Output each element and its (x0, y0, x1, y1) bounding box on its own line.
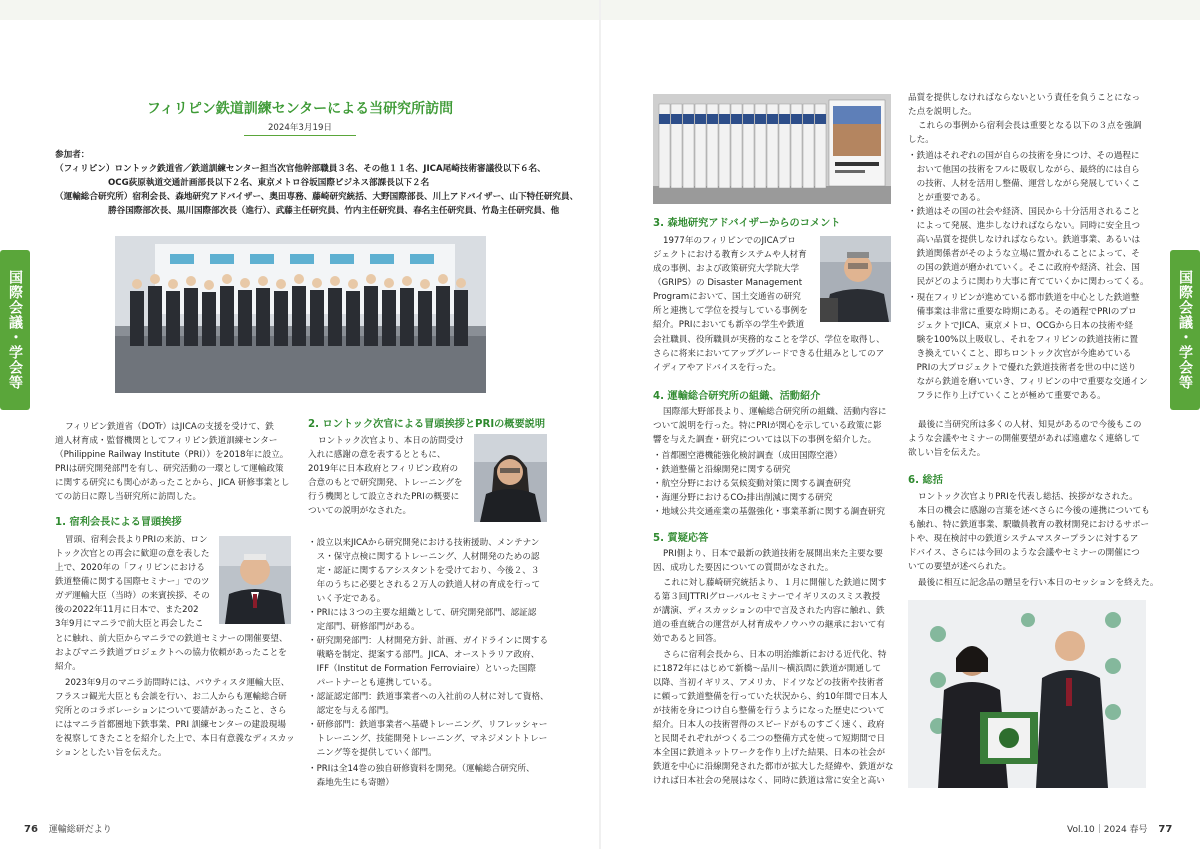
text-line: に関する研究にも関心があったことから、JICA 研修事業とし (55, 478, 290, 488)
text-line: さらに宿利会長から、日本の明治維新における近代化、特 (663, 650, 887, 660)
text-line: ての訪日に際し当研究所に訪問した。 (55, 492, 202, 502)
text-line: ・鉄道はそれぞれの国が自らの技術を身につけ、その過程に (908, 151, 1140, 161)
text-line: 1977年のフィリピンでのJICAプロ (663, 236, 796, 246)
text-line: ・現在フィリピンが進めている都市鉄道を中心とした鉄道整 (908, 293, 1140, 303)
text-line: PRI側より、日本で最新の鉄道技術を展開出来た主要な要 (663, 549, 883, 559)
text-line: ・PRIには３つの主要な組織として、研究開発部門、認証認 (308, 608, 537, 618)
text-line: 成の事例、および政策研究大学院大学 (653, 264, 800, 274)
text-line: が技術を身につけ自ら整備を行うようになった歴史について (653, 706, 885, 716)
chairman-photo (219, 536, 291, 624)
text-line: に頼って鉄道整備を行っていた状況から、約10年間で日本人 (653, 692, 888, 702)
text-line: ながら鉄道を磨いていき、フィリピンの中で重要な交通イン (908, 377, 1148, 387)
text-line: ガデ運輸大臣（当時）の来賓挨拶、その (55, 591, 210, 601)
text-line: を視察してきたことを紹介した上で、本日有意義なディスカッ (55, 734, 295, 744)
text-line: ければ日本社会の発展はなく、同時に鉄道は常に安全と高い (653, 776, 885, 786)
text-line: 年のうちに必要とされる２万人の鉄道人材の育成を行って (308, 580, 541, 590)
section-heading-4: 4. 運輸総合研究所の組織、活動紹介 (653, 391, 821, 402)
text-line: 2023年9月のマニラ訪問時には、バウティスタ運輸大臣、 (65, 678, 290, 688)
text-line: 定部門、研修部門がある。 (308, 622, 420, 632)
participants-line: （運輸総合研究所）宿利会長、森地研究アドバイザー、奥田専務、藤崎研究統括、大野国際部長、川上アドバイザー、山下特任研究員、 (55, 192, 579, 202)
text-line: ロントック次官よりPRIを代表し総括、挨拶がなされた。 (918, 492, 1138, 502)
text-line: た点を説明した。 (908, 107, 977, 117)
text-line: パートナーとも連携している。 (308, 678, 437, 688)
text-line: トック次官との再会に歓迎の意を表した (55, 549, 210, 559)
text-line: 所と連携して学位を授与している事例を (653, 306, 808, 316)
gift-exchange-photo (908, 600, 1146, 788)
side-tab-right: 国際会議・学会等 (1170, 250, 1200, 410)
text-line: ・研修部門：鉄道事業者へ基礎トレーニング、リフレッシャー (308, 720, 548, 730)
text-line: 戦略を制定、提案する部門。JICA、オーストラリア政府、 (308, 650, 540, 660)
text-line: さらに将来においてアップグレードできる仕組みとしてのア (653, 349, 885, 359)
text-line: 会社職員、役所職員が実務的なことを学び、学位を取得し、 (653, 335, 885, 345)
text-line: 効であると回答。 (653, 634, 722, 644)
text-line: 2019年に日本政府とフィリピン政府の (308, 464, 459, 474)
publication-name: 運輸総研だより (48, 825, 112, 835)
text-line: IFF（Institut de Formation Ferroviaire）といった国際 (308, 664, 536, 674)
text-line: 備事業は非常に重要な時期にある。その過程でPRIのプロ (908, 307, 1137, 317)
text-line: PRIの大プロジェクトで優れた鉄道技術者を世の中に送り (908, 363, 1137, 373)
text-line: ションとしたい旨を伝えた。 (55, 748, 167, 758)
text-line: トレーニング、技能開発トレーニング、マネジメントトレー (308, 734, 548, 744)
text-line: 験を100%以上吸収し、それをフィリピンの鉄道技術に置 (908, 335, 1139, 345)
side-tab-left: 国際会議・学会等 (0, 250, 30, 410)
text-line: ・航空分野における気候変動対策に関する調査研究 (653, 479, 851, 489)
text-line: トや、現在検討中の鉄道システムマスタープランに対するア (908, 534, 1139, 544)
text-line: 冒頭、宿利会長よりPRIの来訪、ロン (65, 535, 208, 545)
text-line: 品質を提供しなければならないという責任を負うことになっ (908, 93, 1141, 103)
participants-line: 勝谷国際部次長、黒川国際部次長（進行）、武藤主任研究員、竹内主任研究員、春名主任研究員、竹島主任研究員、他 (108, 206, 560, 216)
text-line: ジェクトでJICA、東京メトロ、OCGから日本の技術や経 (908, 321, 1133, 331)
section-heading-1: 1. 宿利会長による冒頭挨拶 (55, 517, 182, 528)
text-line: これらの事例から宿利会長は重要となる以下の３点を強調 (918, 121, 1142, 131)
text-line: ・地域公共交通産業の基盤強化・事業革新に関する調査研究 (653, 507, 886, 517)
text-line: おいて他国の技術をフルに吸収しながら、最終的には自ら (908, 165, 1140, 175)
text-line: 民がどのように関わり大事に育てていくかに関わってくる。 (908, 277, 1149, 287)
text-line: 国際部大野部長より、運輸総合研究所の組織、活動内容に (663, 407, 887, 417)
text-line: （Philippine Railway Institute（PRI））を2018年に設立。 (55, 450, 289, 460)
text-line: 紹介。 (55, 662, 81, 672)
group-photo (115, 236, 486, 393)
text-line: Programにおいて、国土交通省の研究 (653, 292, 801, 302)
text-line: 森地先生にも寄贈） (308, 778, 394, 788)
text-line: 鉄道を中心に沿線開発された都市が拡大した経緯や、鉄道がな (653, 762, 894, 772)
text-line: ニング等を提供していく部門。 (308, 748, 437, 758)
text-line: き換えていくこと、即ちロントック次官が今進めている (908, 349, 1132, 359)
training-materials-photo (653, 94, 891, 204)
text-line: 最後に当研究所は多くの人材、知見があるので今後もこの (918, 420, 1142, 430)
text-line: ・鉄道整備と沿線開発に関する研究 (653, 465, 791, 475)
participants-line: OCG荻原執道交通計画部長以下２名、東京メトロ谷坂国際ビジネス部課長以下２名 (108, 178, 430, 188)
text-line: ロントック次官より、本日の訪問受け (318, 436, 464, 446)
text-line: これに対し藤崎研究統括より、１月に開催した鉄道に関す (663, 578, 887, 588)
text-line: 道の垂直統合の運営が人材育成やノウハウの継承において有 (653, 620, 886, 630)
text-line: る第３回JTTRIグローバルセミナーでイギリスのスミス教授 (653, 592, 881, 602)
text-line: ス・保守点検に関するトレーニング、人材開発のための認 (308, 552, 540, 562)
text-line: の国の鉄道が磨かれていく。そこに政府や経済、社会、国 (908, 263, 1140, 273)
text-line: 道人材育成・監督機関としてフィリピン鉄道訓練センター (55, 436, 278, 446)
text-line: 3年9月にマニラで前大臣と再会したこ (55, 619, 204, 629)
text-line: ・認証認定部門：鉄道事業者への入社前の人材に対して資格、 (308, 692, 549, 702)
text-line: ・PRIは全14巻の独自研修資料を開発。（運輸総合研究所、 (308, 764, 535, 774)
text-line: ような会議やセミナーの開催要望があれば遠慮なく連絡して (908, 434, 1141, 444)
participants-line: （フィリピン）ロントック鉄道省／鉄道訓練センター担当次官他幹部職員３名、その他１１名、JICA尾崎技術審議役以下６名、 (55, 164, 546, 174)
text-line: 本全国に鉄道ネットワークを作り上げた結果、日本の社会が (653, 748, 886, 758)
text-line: フィリピン鉄道省（DOTr）はJICAの支援を受けて、鉄 (65, 422, 274, 432)
footer-left (24, 822, 112, 835)
text-line: 本日の機会に感謝の言葉を述べさらに今後の連携についても (918, 506, 1150, 516)
text-line: 行う機関として設立されたPRIの概要に (308, 492, 460, 502)
text-line: 後の2022年11月に日本で、また202 (55, 605, 199, 615)
text-line: ・研究開発部門：人材開発方針、計画、ガイドラインに関する (308, 636, 549, 646)
text-line: ・首都圏空港機能強化検討調査（成田国際空港） (653, 451, 843, 461)
text-line: 定・認証に関するアシスタントを受けており、今後２、３ (308, 566, 540, 576)
article-date: 2024年3月19日 (244, 121, 356, 136)
text-line: と民間それぞれがつくる二つの整備方式を使って短期間で日 (653, 734, 886, 744)
text-line: 鉄道整備に関する国際セミナー」でのツ (55, 577, 210, 587)
article-title: フィリピン鉄道訓練センターによる当研究所訪問 (146, 101, 454, 117)
footer-right (1067, 822, 1172, 835)
text-line: いく予定である。 (308, 594, 386, 604)
text-line: が講演、ディスカッションの中で言及された内容に触れ、鉄 (653, 606, 885, 616)
section-heading-3: 3. 森地研究アドバイザーからのコメント (653, 218, 841, 229)
text-line: 認定を与える部門。 (308, 706, 394, 716)
text-line: の技術、人材を活用し整備、運営しながら発展していくこ (908, 179, 1141, 189)
text-line: PRIは研究開発部門を有し、研究活動の一環として運輸政策 (55, 464, 284, 474)
text-line: に1872年にはじめて新橋～品川～横浜間に鉄道が開通して (653, 664, 882, 674)
participants-label: 参加者： (55, 150, 90, 160)
page-spine (599, 0, 601, 849)
text-line: とに触れ、前大臣からマニラでの鉄道セミナーの開催要望、 (55, 634, 288, 644)
research-advisor-photo (820, 236, 891, 322)
text-line: ドバイス、さらには今回のような会議やセミナーの開催につ (908, 548, 1140, 558)
undersecretary-photo (474, 434, 547, 522)
text-line: によって発展、進歩しなければならない。同時に安全且つ (908, 221, 1141, 231)
text-line: ・海運分野におけるCO₂排出削減に関する研究 (653, 493, 833, 503)
text-line: 入れに感謝の意を表するとともに、 (308, 450, 446, 460)
text-line: イディアやアドバイスを行った。 (653, 363, 781, 373)
text-line: 高い品質を提供しなければならない。鉄道事業、あるいは (908, 235, 1141, 245)
text-line: 鉄道関係者がそのような立場に置かれることによって、そ (908, 249, 1140, 259)
text-line: 合意のもとで研究開発、トレーニングを (308, 478, 463, 488)
text-line: 紹介。日本人の技術習得のスピードがものすごく速く、政府 (653, 720, 885, 730)
text-line: とが重要である。 (908, 193, 986, 203)
text-line: ・設立以来JICAから研究開発における技術援助、メンテナン (308, 538, 540, 548)
section-heading-2: 2. ロントック次官による冒頭挨拶とPRIの概要説明 (308, 419, 546, 430)
text-line: 最後に相互に記念品の贈呈を行い本日のセッションを終えた。 (918, 578, 1159, 588)
text-line: ジェクトにおける教育システムや人材育 (653, 250, 807, 260)
volume-issue: Vol.10｜2024 春号 (1067, 825, 1148, 835)
section-heading-5: 5. 質疑応答 (653, 533, 709, 544)
text-line: にはマニラ首都圏地下鉄事業、PRI 訓練センターの建設現場 (55, 720, 286, 730)
text-line: ついて説明を行った。特にPRIが関心を示している政策に影 (653, 421, 882, 431)
text-line: 因、成功した要因についての質問がなされた。 (653, 563, 834, 573)
text-line: 究所とのコラボレーションについて要請があったこと、さら (55, 706, 287, 716)
text-line: （GRIPS）の Disaster Management (653, 278, 803, 288)
text-line: 響を与えた調査・研究については以下の事例を紹介した。 (653, 435, 877, 445)
text-line: いての要望が述べられた。 (908, 562, 1012, 572)
text-line: ・鉄道はその国の社会や経済、国民から十分活用されること (908, 207, 1141, 217)
text-line: した。 (908, 135, 934, 145)
text-line: も触れ、特に鉄道事業、駅職員教育の教材開発におけるサポー (908, 520, 1150, 530)
page-number-right: 77 (1158, 824, 1173, 835)
text-line: フラに作り上げていくことが極めて重要である。 (908, 391, 1106, 401)
text-line: 欲しい旨を伝えた。 (908, 448, 986, 458)
page-number-left: 76 (24, 824, 38, 835)
section-heading-6: 6. 総括 (908, 475, 943, 486)
text-line: フラスコ観光大臣とも会談を行い、お二人からも運輸総合研 (55, 692, 287, 702)
text-line: およびマニラ鉄道プロジェクトへの協力依頼があったことを (55, 648, 287, 658)
text-line: 紹介。PRIにおいても新卒の学生や鉄道 (653, 320, 805, 330)
text-line: 以降、当初イギリス、アメリカ、ドイツなどの技術や技術者 (653, 678, 884, 688)
text-line: 上で、2020年の「フィリピンにおける (55, 563, 205, 573)
text-line: ついての説明がなされた。 (308, 506, 412, 516)
